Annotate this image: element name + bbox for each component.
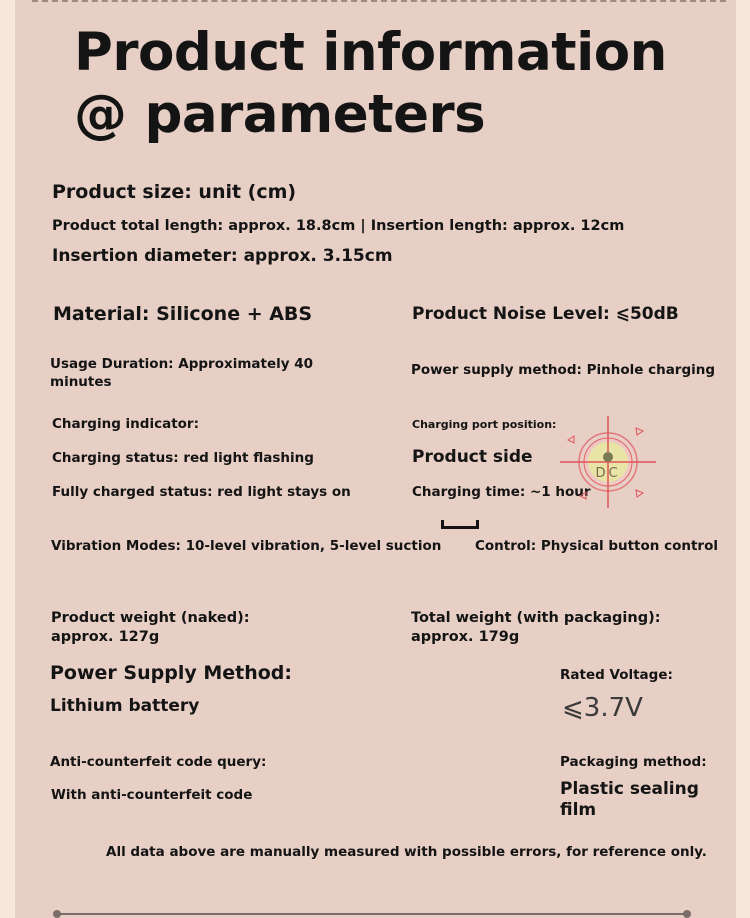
page-title: Product information @ parameters [74, 22, 667, 145]
charging-port-label: Charging port position: [412, 418, 557, 431]
bottom-divider-dot-right [683, 910, 691, 918]
dc-port-icon [558, 414, 658, 510]
bracket-mark [441, 520, 479, 529]
size-diameter: Insertion diameter: approx. 3.15cm [52, 246, 393, 266]
charging-port-value: Product side [412, 447, 533, 467]
control-text: Control: Physical button control [475, 538, 718, 554]
power-method-text: Power supply method: Pinhole charging [411, 362, 716, 378]
disclaimer-text: All data above are manually measured with possible errors, for reference only. [106, 844, 707, 860]
noise-level-text: Product Noise Level: ⩽50dB [412, 304, 679, 324]
anticounterfeit-value: With anti-counterfeit code [51, 787, 253, 803]
power-supply-value: Lithium battery [50, 696, 200, 716]
charging-indicator-label: Charging indicator: [52, 416, 199, 432]
charging-time-text: Charging time: ~1 hour [412, 484, 591, 500]
rated-voltage-value: ⩽3.7V [562, 693, 643, 723]
bottom-divider [56, 913, 688, 915]
dc-icon-text: DC [595, 466, 621, 481]
weight-naked-text: Product weight (naked): approx. 127g [51, 610, 250, 645]
rated-voltage-label: Rated Voltage: [560, 667, 673, 683]
power-supply-heading: Power Supply Method: [50, 662, 292, 684]
weight-total-text: Total weight (with packaging): approx. 179g [411, 610, 661, 645]
packaging-value: Plastic sealing film [560, 779, 699, 820]
bottom-divider-dot-left [53, 910, 61, 918]
size-heading: Product size: unit (cm) [52, 181, 297, 203]
packaging-label: Packaging method: [560, 754, 707, 770]
top-dashed-divider [32, 0, 726, 4]
usage-duration-text: Usage Duration: Approximately 40 minutes [50, 356, 314, 390]
vibration-modes-text: Vibration Modes: 10-level vibration, 5-level suction [51, 538, 442, 554]
size-length: Product total length: approx. 18.8cm | Insertion length: approx. 12cm [52, 218, 625, 234]
anticounterfeit-label: Anti-counterfeit code query: [50, 754, 267, 770]
charging-status-text: Charging status: red light flashing [52, 450, 314, 466]
material-text: Material: Silicone + ABS [53, 303, 313, 325]
fully-charged-text: Fully charged status: red light stays on [52, 484, 351, 500]
